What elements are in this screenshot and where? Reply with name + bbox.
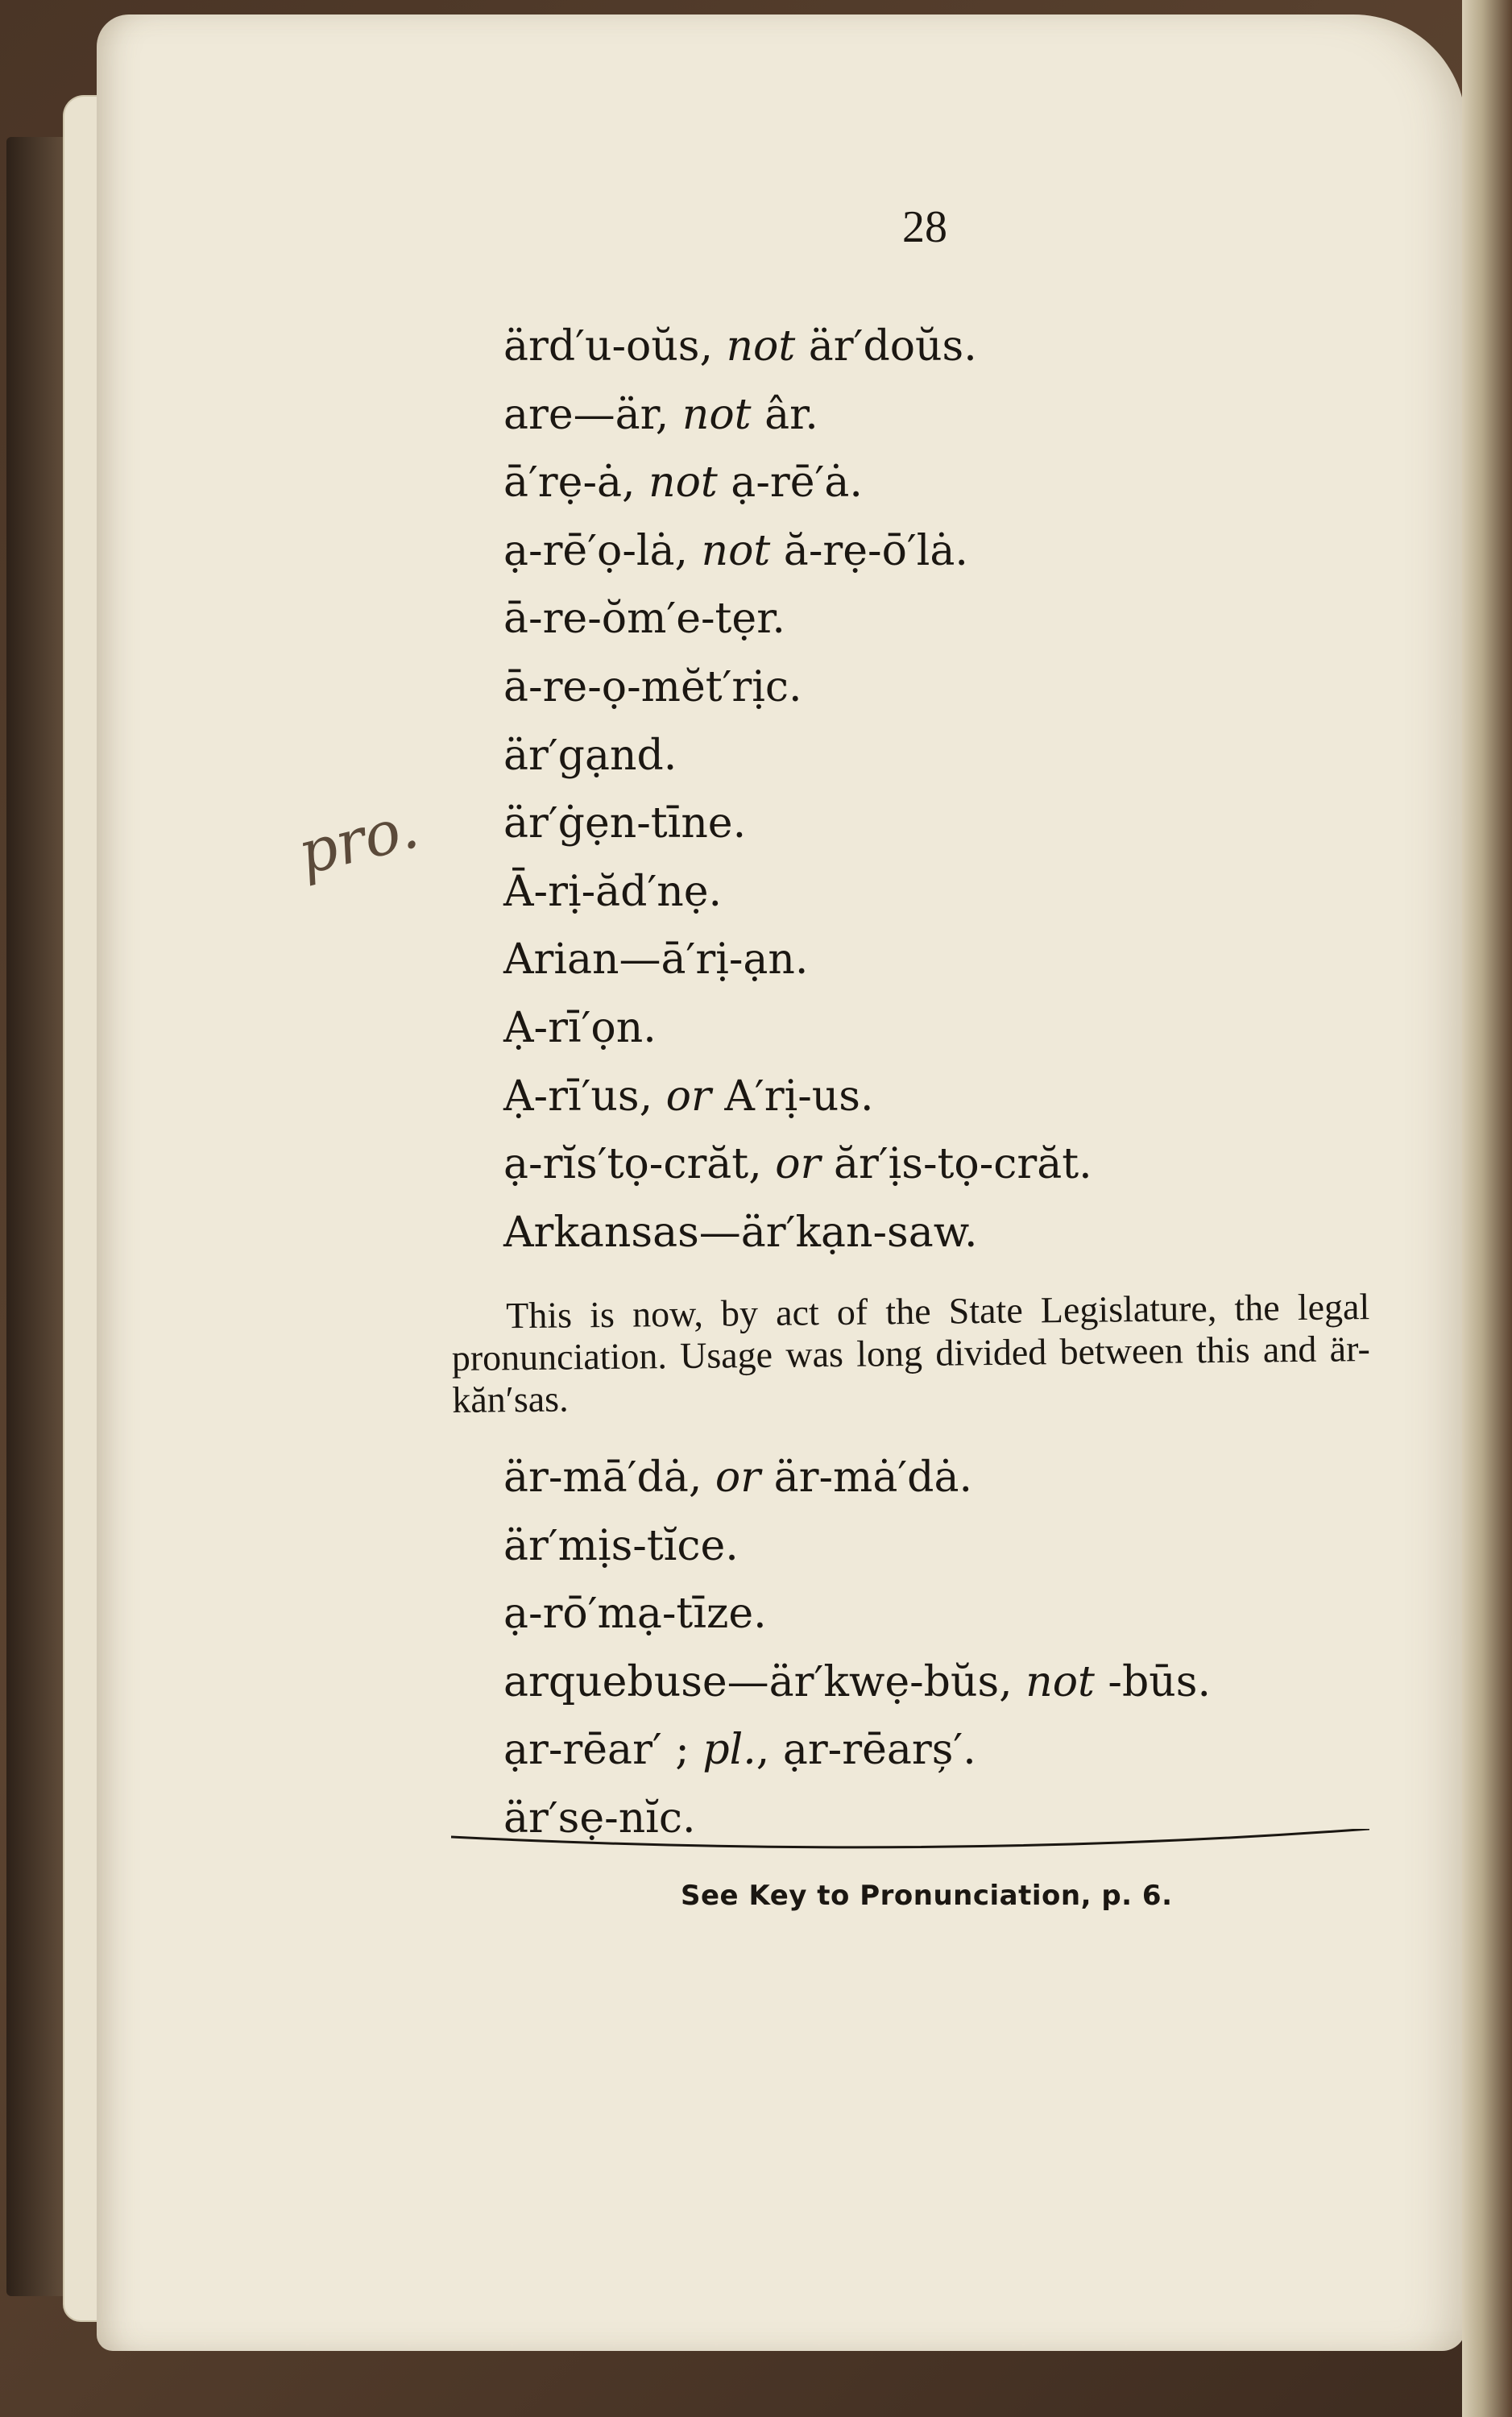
- entry: är-mā′dȧ, or är-mȧ′dȧ.: [503, 1453, 972, 1502]
- entry: ạ-rō′mạ-tīze.: [503, 1590, 767, 1639]
- footer-rule: [451, 1829, 1369, 1861]
- handwritten-margin-note: pro.: [291, 792, 425, 889]
- entry-list-bottom: [503, 1444, 1438, 1853]
- entry-list-top: [503, 313, 1438, 1267]
- entry: Arian—ā′rị-ạn.: [503, 935, 809, 985]
- entry: ạ-rĭs′tọ-crăt, or ăr′ịs-tọ-crăt.: [503, 1140, 1092, 1189]
- page-number: 28: [902, 202, 947, 252]
- entry: Ạ-rī′ọn.: [503, 1003, 657, 1052]
- entry: ā-re-ọ-mĕt′rịc.: [503, 662, 802, 711]
- pronunciation-key-footer: See Key to Pronunciation, p. 6.: [681, 1880, 1173, 1912]
- entry: är′mịs-tĭce.: [503, 1521, 739, 1570]
- entry: ạr-rēar′ ; pl., ạr-rēarș′.: [503, 1726, 976, 1775]
- usage-note: This is now, by act of the State Legislature, the legal pronunciation. Usage was long divided between this and är-kăn′sas.: [451, 1286, 1371, 1420]
- entry: ạ-rē′ọ-lȧ, not ă-rẹ-ō′lȧ.: [503, 526, 968, 575]
- entry: Ạ-rī′us, or A′rị-us.: [503, 1072, 874, 1121]
- entry: ärd′u-oŭs, not är′doŭs.: [503, 322, 977, 371]
- next-page-edge: [1462, 0, 1512, 2417]
- entry: är′ġẹn-tīne.: [503, 799, 747, 848]
- entry: arquebuse—är′kwẹ-bŭs, not -būs.: [503, 1657, 1211, 1706]
- entry: är′gạnd.: [503, 731, 677, 780]
- entry: ā-re-ŏm′e-tẹr.: [503, 595, 785, 644]
- entry: ā′rẹ-ȧ, not ạ-rē′ȧ.: [503, 458, 863, 508]
- entry: är′sẹ-nĭc.: [503, 1793, 696, 1843]
- entry: Ā-rị-ăd′nẹ.: [503, 867, 723, 916]
- entry: are—är, not âr.: [503, 390, 818, 439]
- entry: Arkansas—är′kạn-saw.: [503, 1208, 978, 1257]
